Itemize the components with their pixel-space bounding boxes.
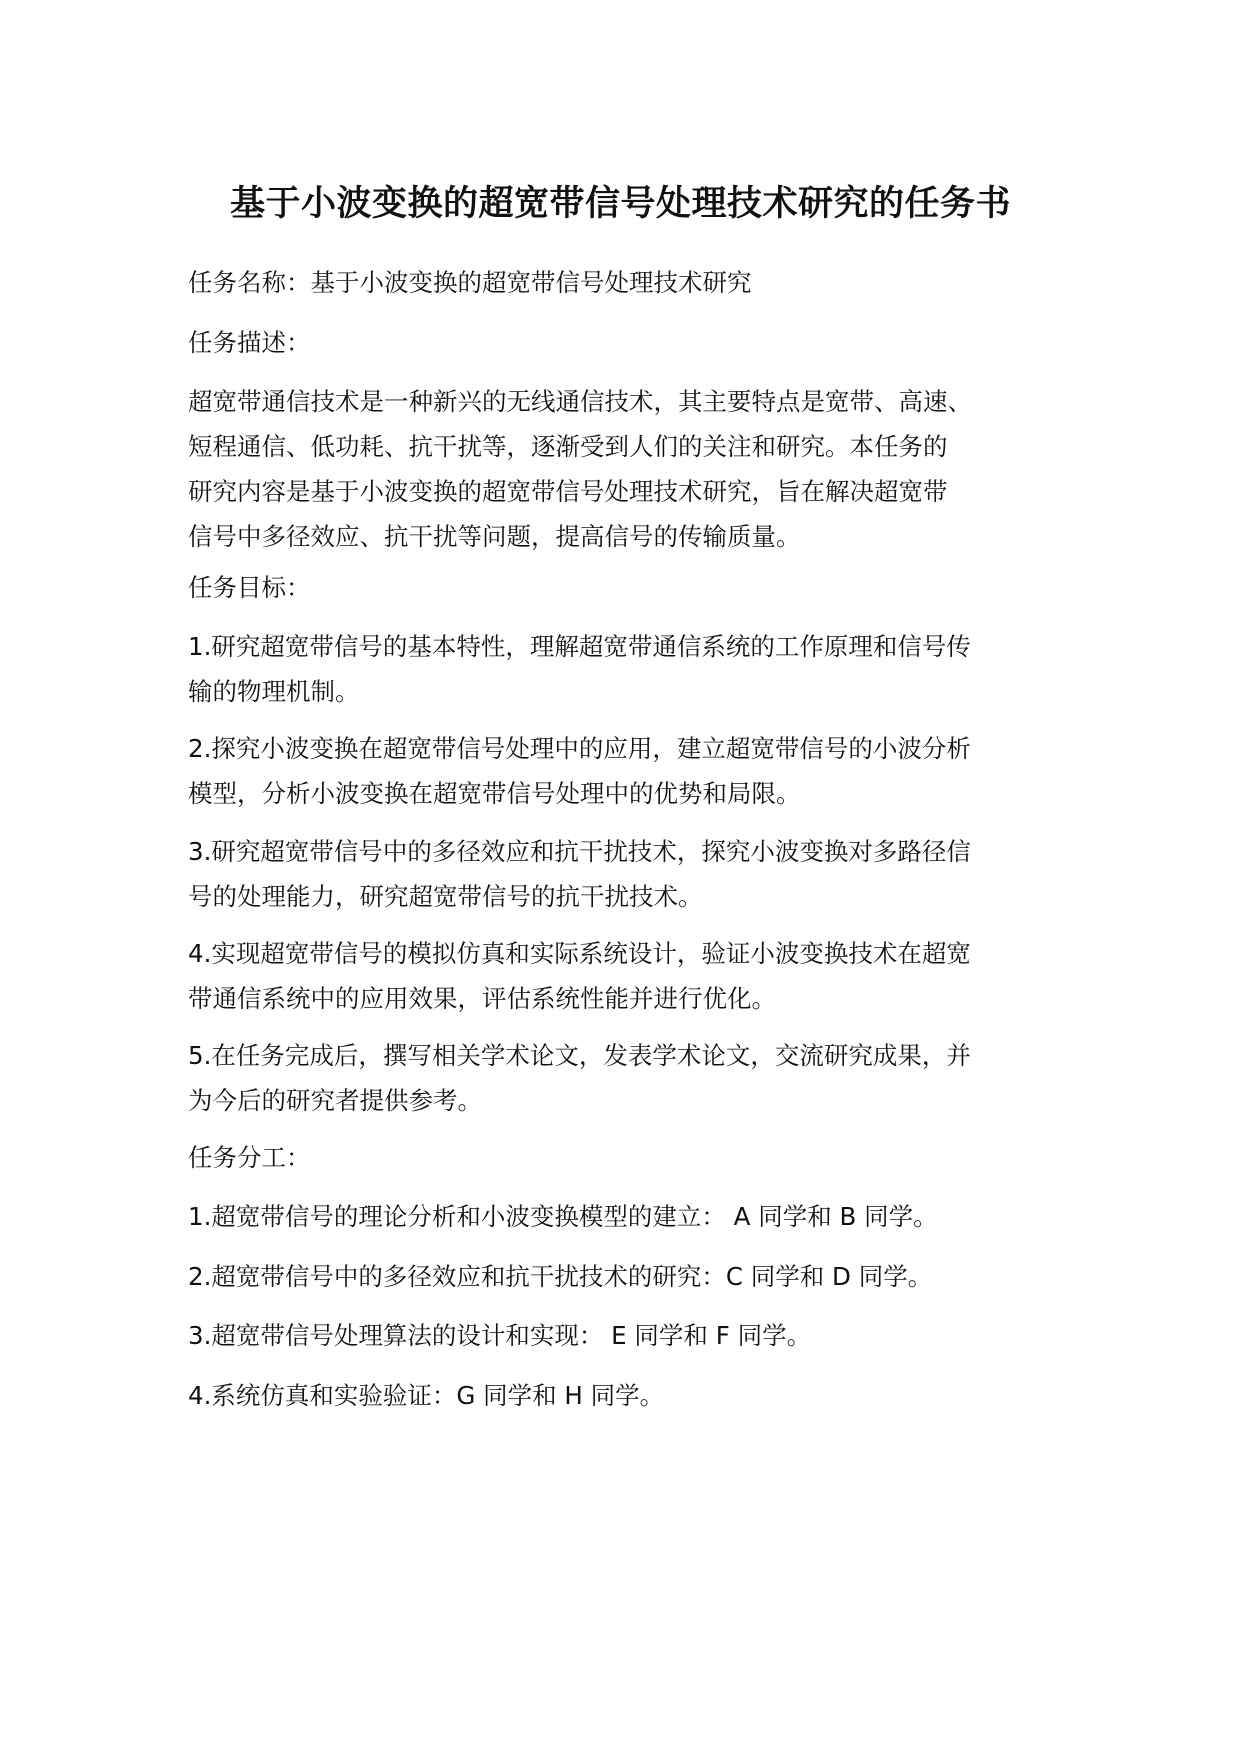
goal-line: 输的物理机制。	[188, 677, 360, 706]
task-name	[188, 260, 1068, 305]
document-title: 基于小波变换的超宽带信号处理技术研究的任务书	[229, 184, 1011, 224]
goal-item-5	[188, 1033, 1068, 1123]
goal-line: 模型，分析小波变换在超宽带信号处理中的优势和局限。	[188, 779, 801, 808]
division-heading-text: 任务分工：	[188, 1143, 311, 1172]
description-paragraph	[188, 379, 1068, 559]
division-line: 1.超宽带信号的理论分析和小波变换模型的建立： A 同学和 B 同学。	[188, 1202, 938, 1231]
division-heading	[188, 1135, 1068, 1180]
goal-line: 5.在任务完成后，撰写相关学术论文，发表学术论文，交流研究成果，并	[188, 1041, 971, 1070]
description-line: 超宽带通信技术是一种新兴的无线通信技术，其主要特点是宽带、高速、	[188, 387, 972, 416]
division-item-3	[188, 1313, 1068, 1358]
goal-line: 3.研究超宽带信号中的多径效应和抗干扰技术，探究小波变换对多路径信	[188, 837, 971, 866]
goal-item-4	[188, 931, 1068, 1021]
goal-line: 1.研究超宽带信号的基本特性，理解超宽带通信系统的工作原理和信号传	[188, 632, 971, 661]
goal-line: 4.实现超宽带信号的模拟仿真和实际系统设计，验证小波变换技术在超宽	[188, 939, 971, 968]
division-item-4	[188, 1373, 1068, 1418]
goal-line: 带通信系统中的应用效果，评估系统性能并进行优化。	[188, 984, 776, 1013]
description-line: 信号中多径效应、抗干扰等问题，提高信号的传输质量。	[188, 522, 801, 551]
goal-line: 为今后的研究者提供参考。	[188, 1086, 482, 1115]
division-line: 2.超宽带信号中的多径效应和抗干扰技术的研究：C 同学和 D 同学。	[188, 1262, 933, 1291]
task-name-text: 任务名称：基于小波变换的超宽带信号处理技术研究	[188, 268, 752, 297]
division-item-2	[188, 1254, 1068, 1299]
goal-item-3	[188, 829, 1068, 919]
division-line: 3.超宽带信号处理算法的设计和实现： E 同学和 F 同学。	[188, 1321, 812, 1350]
goals-heading	[188, 565, 1068, 610]
description-heading	[188, 320, 1068, 365]
goal-item-2	[188, 726, 1068, 816]
goals-heading-text: 任务目标：	[188, 573, 311, 602]
goal-line: 2.探究小波变换在超宽带信号处理中的应用，建立超宽带信号的小波分析	[188, 734, 971, 763]
description-line: 短程通信、低功耗、抗干扰等，逐渐受到人们的关注和研究。本任务的	[188, 432, 948, 461]
division-item-1	[188, 1194, 1068, 1239]
goal-line: 号的处理能力，研究超宽带信号的抗干扰技术。	[188, 882, 703, 911]
description-heading-text: 任务描述：	[188, 328, 311, 357]
description-line: 研究内容是基于小波变换的超宽带信号处理技术研究，旨在解决超宽带	[188, 477, 948, 506]
division-line: 4.系统仿真和实验验证：G 同学和 H 同学。	[188, 1381, 665, 1410]
goal-item-1	[188, 624, 1068, 714]
